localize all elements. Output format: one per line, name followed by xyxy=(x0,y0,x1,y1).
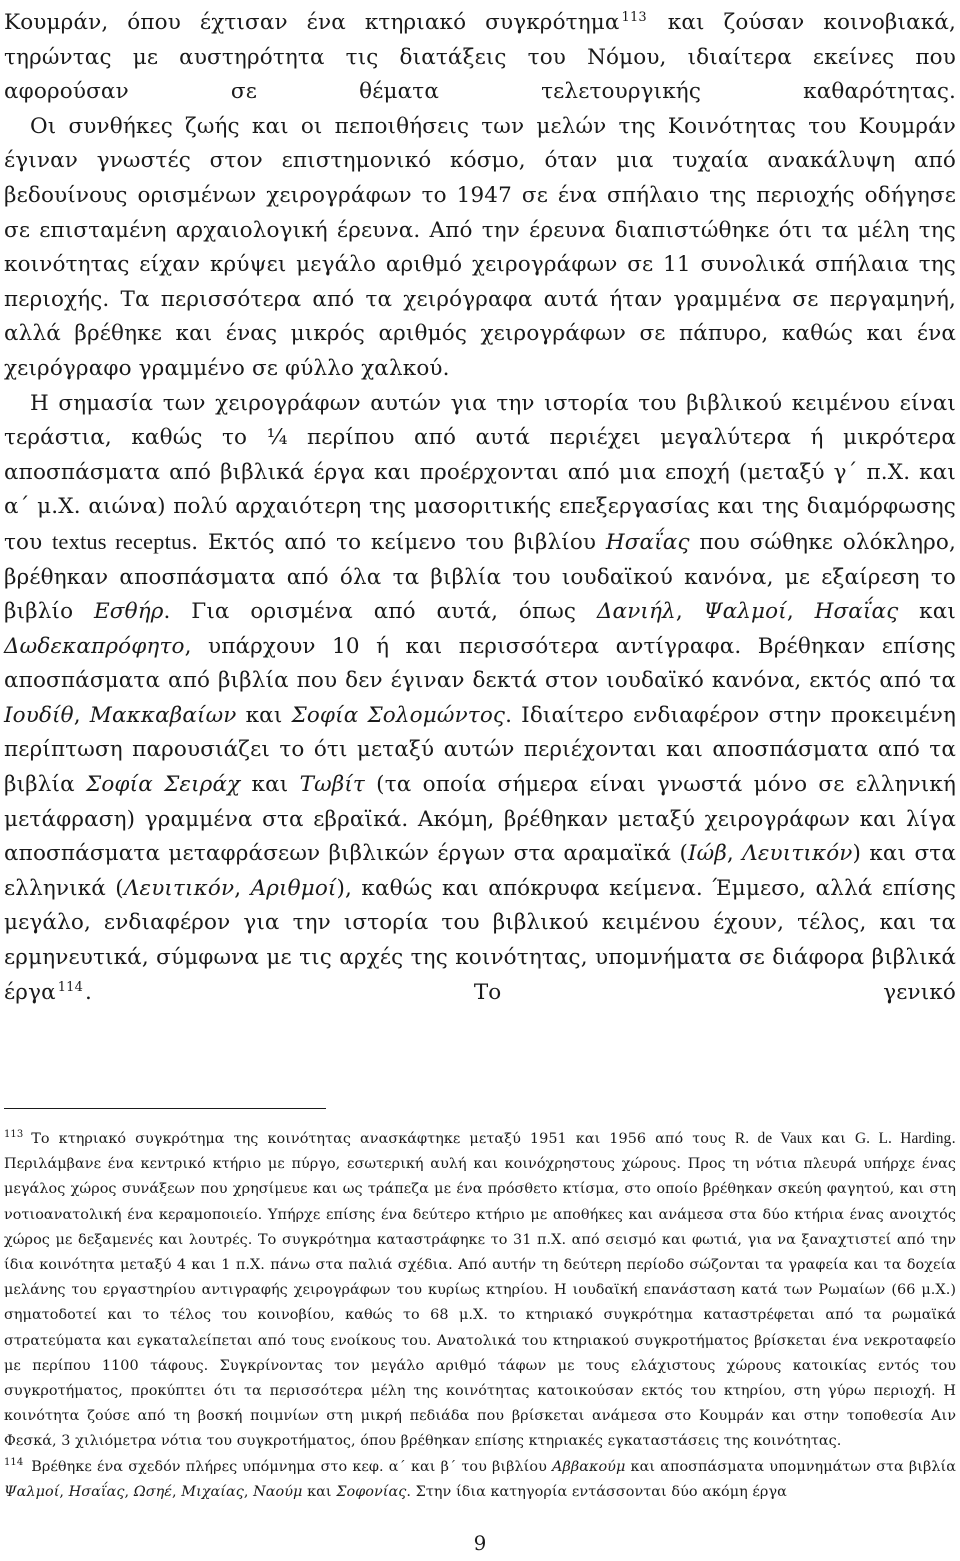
paragraph-1-text-cont: και ζούσαν κοινοβιακά, τηρώντας με αυστηρότητα τις διατάξεις του Νόμου, ιδιαίτερα εκείνες που αφορούσαν σε θέματα τελετουργικής καθαρότητας. xyxy=(4,10,957,105)
text-run: . Εκτός από το κείμενο του βιβλίου xyxy=(191,529,606,555)
text-run: ), καθώς και απόκρυφα κείμενα. Έμμεσο, αλλά επίσης μεγάλο, ενδιαφέρον για την ιστορία του βιβλικού κειμένου έχουν, τέλος, και τα ερμηνευτικά, σύμφωνα με τις αρχές της κοινότητας, υπομνήματα σε διάφορα βιβλικά έργα xyxy=(4,875,957,1005)
footnote-114 xyxy=(4,1455,956,1505)
footnote-text: και xyxy=(812,1131,855,1147)
book-title: Ψαλμοί xyxy=(703,599,787,625)
book-title: Αββακούμ xyxy=(552,1458,626,1475)
text-run: , xyxy=(73,702,90,728)
paragraph-3 xyxy=(4,387,956,1011)
book-title: Μακκαβαίων xyxy=(89,702,237,728)
text-run: Η σημασία των χειρογράφων αυτών για την ιστορία του βιβλικού κειμένου είναι τεράστια, καθώς το ¼ περίπου από αυτά περιέχει μεγαλύτερα ή μικρότερα αποσπάσματα από βιβλικά έργα και προέρχονται από μια εποχή (μεταξύ γ΄ π.Χ. και α΄ μ.Χ. αιώνα) πολύ αρχαιότερη της μασοριτικής επεξεργασίας και της διαμόρφωσης του xyxy=(4,390,956,555)
text-run: και xyxy=(236,702,292,728)
footnote-ref-114[interactable]: 114 xyxy=(57,979,84,995)
footnote-ref-113[interactable]: 113 xyxy=(621,10,647,25)
footnote-text: και αποσπάσματα υπομνημάτων στα βιβλία xyxy=(625,1458,956,1475)
footnote-text: . Περιλάμβανε ένα κεντρικό κτήριο με πύργο, εσωτερική αυλή και κοινόχρηστους χώρους. Προς τη νότια πλευρά υπήρχε ένας μεγάλος χώρος συνάξεων που χρησίμευε και ως τράπεζα με ένα πρόσθετο κτίσμα, στο οποίο βρέθηκαν σκεύη φαγητού, και στη νοτιοανατολική ένα κεραμοποιείο. Υπήρχε επίσης ένα δεύτερο κτήριο με αποθήκες και ανάμεσα στα δύο κτήρια ένας ανοιχτός χώρος με δεξαμενές και λουτρές. Το συγκρότημα καταστράφηκε το 31 π.Χ. από σεισμό και φωτιά, για να ξαναχτιστεί από την ίδια κοινότητα μεταξύ 4 και 1 π.Χ. πάνω στα παλιά σχέδια. Από αυτήν τη δεύτερη περίοδο σώζονται τα γραφεία και τα δοχεία μελάνης του εργαστηρίου αντιγραφής χειρογράφων του κυρίως κτηρίου. Η ιουδαϊκή επανάσταση κατά των Ρωμαίων (66 μ.Χ.) σηματοδοτεί και το τέλος του κοινοβίου, καθώς το 68 μ.Χ. το κτηριακό συγκρότημα καταστρέφεται από τα ρωμαϊκά στρατεύματα και εγκαταλείπεται από τους ενοίκους του. Ανατολικά του κτηριακού συγκροτήματος βρίσκεται ένα νεκροταφείο με περίπου 1100 τάφους. Συγκρίνοντας τον μεγάλο αριθμό τάφων με τους ελάχιστους χώρους κατοικίας εντός του συγκροτήματος, προκύπτει ότι τα περισσότερα μέλη της κοινότητας κατοικούσαν εκτός του κτηρίου, στη γύρω περιοχή. Η κοινότητα ζούσε από τη βοσκή ποιμνίων στη μικρή πεδιάδα που βρίσκεται ανάμεσα στο Κουμράν και στην τοποθεσία Αιν Φεσκά, 3 χιλιόμετρα νότια του συγκροτήματος, όπου βρέθηκαν επίσης κτηριακές εγκαταστάσεις της κοινότητας. xyxy=(4,1131,956,1450)
footnote-113 xyxy=(4,1126,956,1455)
paragraph-1-text: Κουμράν, όπου έχτισαν ένα κτηριακό συγκρότημα xyxy=(4,10,620,35)
text-run: , xyxy=(726,841,743,867)
book-title: Ψαλμοί xyxy=(4,1483,60,1500)
text-run: ) και στα ελληνικά ( xyxy=(4,841,956,901)
text-run: . Ιδιαίτερο ενδιαφέρον στην προκειμένη περίπτωση παρουσιάζει το ότι μεταξύ αυτών περιέχονται και αποσπάσματα από τα βιβλία xyxy=(4,702,956,798)
book-title: Σοφονίας xyxy=(336,1483,407,1500)
footnote-text: , xyxy=(59,1483,69,1500)
book-title: Ναούμ xyxy=(253,1483,303,1500)
text-run: και xyxy=(240,772,300,798)
paragraph-2 xyxy=(4,110,956,387)
text-run: . Για ορισμένα από αυτά, όπως xyxy=(163,599,597,625)
book-title: Σοφία Σολομώντος xyxy=(291,702,506,728)
footnote-text: Το κτηριακό συγκρότημα της κοινότητας ανασκάφτηκε μεταξύ 1951 και 1956 από τους xyxy=(31,1131,735,1147)
text-run: . Το γενικό xyxy=(85,979,956,1005)
footnote-number: 113 xyxy=(4,1129,24,1140)
text-run: και xyxy=(898,599,956,625)
paragraph-2-text: Οι συνθήκες ζωής και οι πεποιθήσεις των μελών της Κοινότητας του Κουμράν έγιναν γνωστές στον επιστημονικό κόσμο, όταν μια τυχαία ανακάλυψη από βεδουίνους ορισμένων χειρογράφων το 1947 σε ένα σπήλαιο της περιοχής οδήγησε σε επισταμένη αρχαιολογική έρευνα. Από την έρευνα διαπιστώθηκε ότι τα μέλη της κοινότητας είχαν κρύψει μεγάλο αριθμό χειρογράφων σε 11 συνολικά σπήλαια της περιοχής. Τα περισσότερα από τα χειρόγραφα αυτά ήταν γραμμένα σε περγαμηνή, αλλά βρέθηκε και ένας μικρός αριθμός χειρογράφων σε πάπυρο, καθώς και ένα χειρόγραφο γραμμένο σε φύλλο χαλκού. xyxy=(4,113,956,381)
author-name: G. L. Harding xyxy=(854,1130,952,1147)
book-title: Δωδεκαπρόφητο xyxy=(4,633,185,659)
text-run: (τα οποία σήμερα είναι γνωστά μόνο σε ελληνική μετάφραση) γραμμένα στα εβραϊκά. Ακόμη, βρέθηκαν μεταξύ χειρογράφων και λίγα αποσπάσματα μεταφράσεων βιβλικών έργων στα αραμαϊκά ( xyxy=(4,772,956,867)
text-run: που σώθηκε ολόκληρο, βρέθηκαν αποσπάσματα από όλα τα βιβλία του ιουδαϊκού κανόνα, με εξαίρεση το βιβλίο xyxy=(4,529,956,625)
book-title: Ιώβ xyxy=(688,841,727,867)
page-number: 9 xyxy=(473,1531,487,1555)
book-title: Ησαΐας xyxy=(68,1483,125,1500)
book-title: Ησαΐας xyxy=(814,599,899,625)
main-text xyxy=(4,6,956,1010)
text-run: , xyxy=(234,875,251,901)
book-title: Εσθήρ xyxy=(93,599,164,625)
author-name: R. de Vaux xyxy=(734,1130,813,1147)
book-title: Ιουδίθ xyxy=(4,702,74,728)
book-title: Σοφία Σειράχ xyxy=(85,772,241,798)
footnote-separator xyxy=(4,1108,326,1109)
footnote-number: 114 xyxy=(4,1456,24,1468)
book-title: Ωσηέ xyxy=(133,1483,173,1500)
footnote-text: και xyxy=(302,1483,337,1500)
book-title: Δανιήλ xyxy=(596,599,676,625)
footnote-text: , xyxy=(172,1483,182,1500)
text-run: , xyxy=(675,599,704,625)
footnote-text: , xyxy=(124,1483,134,1500)
text-run: , υπάρχουν 10 ή και περισσότερα αντίγραφα. Βρέθηκαν επίσης αποσπάσματα από βιβλία που δεν έγιναν δεκτά στον ιουδαϊκό κανόνα, εκτός από τα xyxy=(4,633,956,694)
text-run: , xyxy=(786,599,815,625)
footnote-text: Βρέθηκε ένα σχεδόν πλήρες υπόμνημα στο κεφ. α΄ και β΄ του βιβλίου xyxy=(31,1458,553,1475)
paragraph-1 xyxy=(4,6,956,110)
book-title: Μιχαίας xyxy=(181,1483,244,1500)
latin-term-textus-receptus: textus receptus xyxy=(52,528,192,554)
book-title: Λευιτικόν xyxy=(742,841,853,867)
footnote-text: . Στην ίδια κατηγορία εντάσσονται δύο ακόμη έργα xyxy=(406,1483,787,1500)
book-title: Ησαΐας xyxy=(605,529,690,555)
footnote-text: , xyxy=(243,1483,254,1500)
book-title: Τωβίτ xyxy=(299,772,365,798)
book-title: Αριθμοί xyxy=(250,875,337,901)
footnotes xyxy=(4,1126,956,1505)
book-title: Λευιτικόν xyxy=(123,875,235,901)
